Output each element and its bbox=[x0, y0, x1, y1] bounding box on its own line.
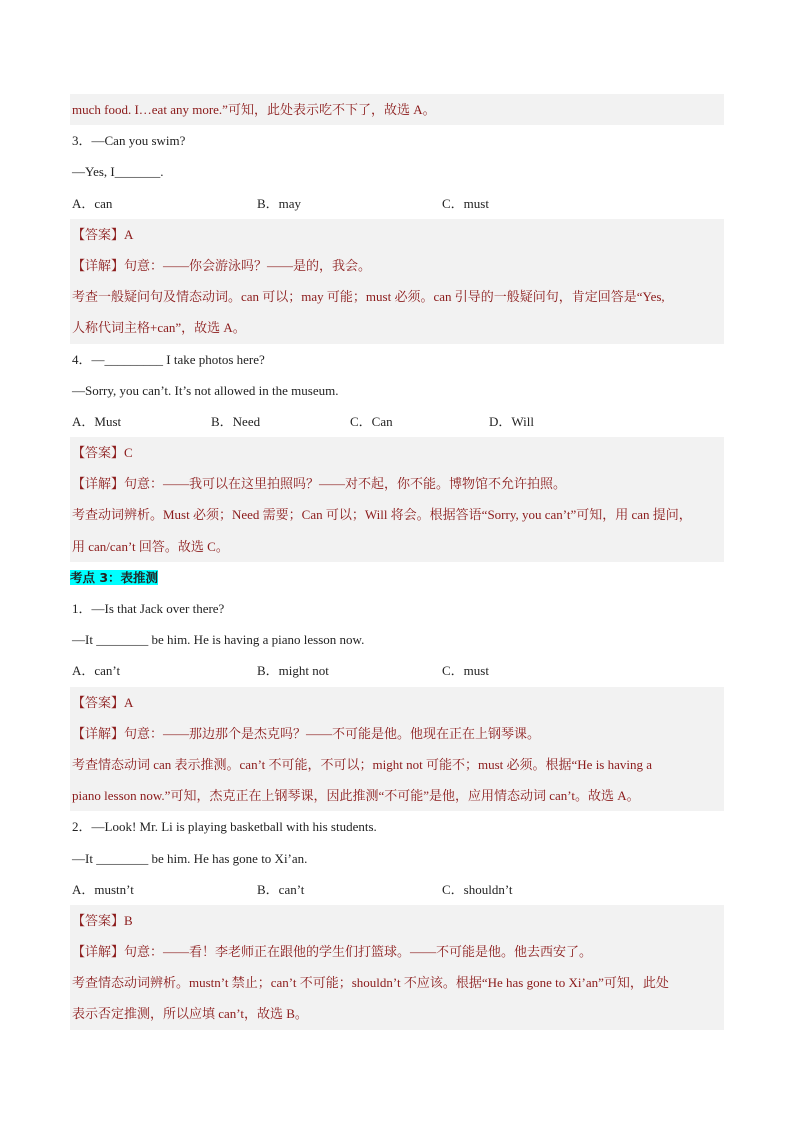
q3-stem: 3．—Can you swim? bbox=[72, 133, 186, 149]
p1-option-c: C．must bbox=[442, 663, 489, 679]
p2-option-c: C．shouldn’t bbox=[442, 881, 513, 897]
q4-detail-line2: 考查动词辨析。Must 必须；Need 需要；Can 可以；Will 将会。根据答语“Sorry, you can’t”可知，用 can 提问， bbox=[70, 499, 724, 530]
p1-stem: 1．—Is that Jack over there? bbox=[72, 601, 225, 616]
p1-options bbox=[70, 655, 724, 686]
p1-option-a: A．can’t bbox=[72, 663, 121, 679]
q4-options bbox=[70, 406, 724, 437]
p1-detail-line2: 考查情态动词 can 表示推测。can’t 不可能，不可以；might not 可能不；must 必须。根据“He is having a bbox=[70, 749, 724, 780]
p2-option-a: A．mustn’t bbox=[72, 881, 134, 897]
p1-detail-line3: piano lesson now.”可知，杰克正在上钢琴课，因此推测“不可能”是他，应用情态动词 can’t。故选 A。 bbox=[70, 780, 724, 811]
q3-detail-line2: 考查一般疑问句及情态动词。can 可以；may 可能；must 必须。can 引导的一般疑问句，肯定回答是“Yes, bbox=[70, 281, 724, 312]
p2-detail-line2: 考查情态动词辨析。mustn’t 禁止；can’t 不可能；shouldn’t 不应该。根据“He has gone to Xi’an”可知，此处 bbox=[70, 967, 724, 998]
p1-reply: —It ________ be him. He is having a piano lesson now. bbox=[72, 632, 365, 648]
q4-detail-line1: 【详解】句意：——我可以在这里拍照吗？——对不起，你不能。博物馆不允许拍照。 bbox=[70, 468, 724, 499]
q3-option-a: A．can bbox=[72, 195, 113, 211]
q3-option-b: B．may bbox=[257, 195, 302, 211]
p2-stem: 2．—Look! Mr. Li is playing basketball with his students. bbox=[72, 819, 377, 835]
p1-option-b: B．might not bbox=[257, 663, 329, 679]
q4-option-c: C．Can bbox=[350, 413, 393, 429]
q4-detail-line3: 用 can/can’t 回答。故选 C。 bbox=[70, 531, 724, 562]
p2-reply: —It ________ be him. He has gone to Xi’an. bbox=[72, 850, 308, 866]
q3-option-c: C．must bbox=[442, 195, 489, 211]
p2-options bbox=[70, 874, 724, 905]
q4-option-a: A．Must bbox=[72, 413, 122, 429]
q3-options bbox=[70, 188, 724, 219]
q3-reply: —Yes, I_______. bbox=[72, 164, 164, 180]
q4-option-d: D．Will bbox=[489, 413, 534, 429]
q3-detail-line1: 【详解】句意：——你会游泳吗？——是的，我会。 bbox=[70, 250, 724, 281]
q4-reply: —Sorry, you can’t. It’s not allowed in the museum. bbox=[72, 382, 339, 398]
q4-answer: 【答案】C bbox=[70, 437, 724, 468]
p1-answer: 【答案】A bbox=[70, 687, 724, 718]
q4-option-b: B．Need bbox=[211, 413, 261, 429]
p2-answer: 【答案】B bbox=[70, 905, 724, 936]
q3-detail-line3: 人称代词主格+can”，故选 A。 bbox=[70, 312, 724, 343]
p1-detail-line1: 【详解】句意：——那边那个是杰克吗？——不可能是他。他现在正在上钢琴课。 bbox=[70, 718, 724, 749]
topic-heading bbox=[70, 562, 724, 593]
topic-heading-label: 考点 3：表推测 bbox=[70, 569, 159, 585]
p2-detail-line1: 【详解】句意：——看！李老师正在跟他的学生们打篮球。——不可能是他。他去西安了。 bbox=[70, 936, 724, 967]
p2-option-b: B．can’t bbox=[257, 881, 305, 897]
q4-stem: 4．—_________ I take photos here? bbox=[72, 351, 265, 367]
document-page bbox=[70, 94, 724, 1030]
p2-detail-line3: 表示否定推测，所以应填 can’t，故选 B。 bbox=[70, 998, 724, 1029]
previous-explanation-tail: much food. I…eat any more.”可知，此处表示吃不下了，故选 A。 bbox=[70, 94, 724, 125]
q3-answer: 【答案】A bbox=[70, 219, 724, 250]
